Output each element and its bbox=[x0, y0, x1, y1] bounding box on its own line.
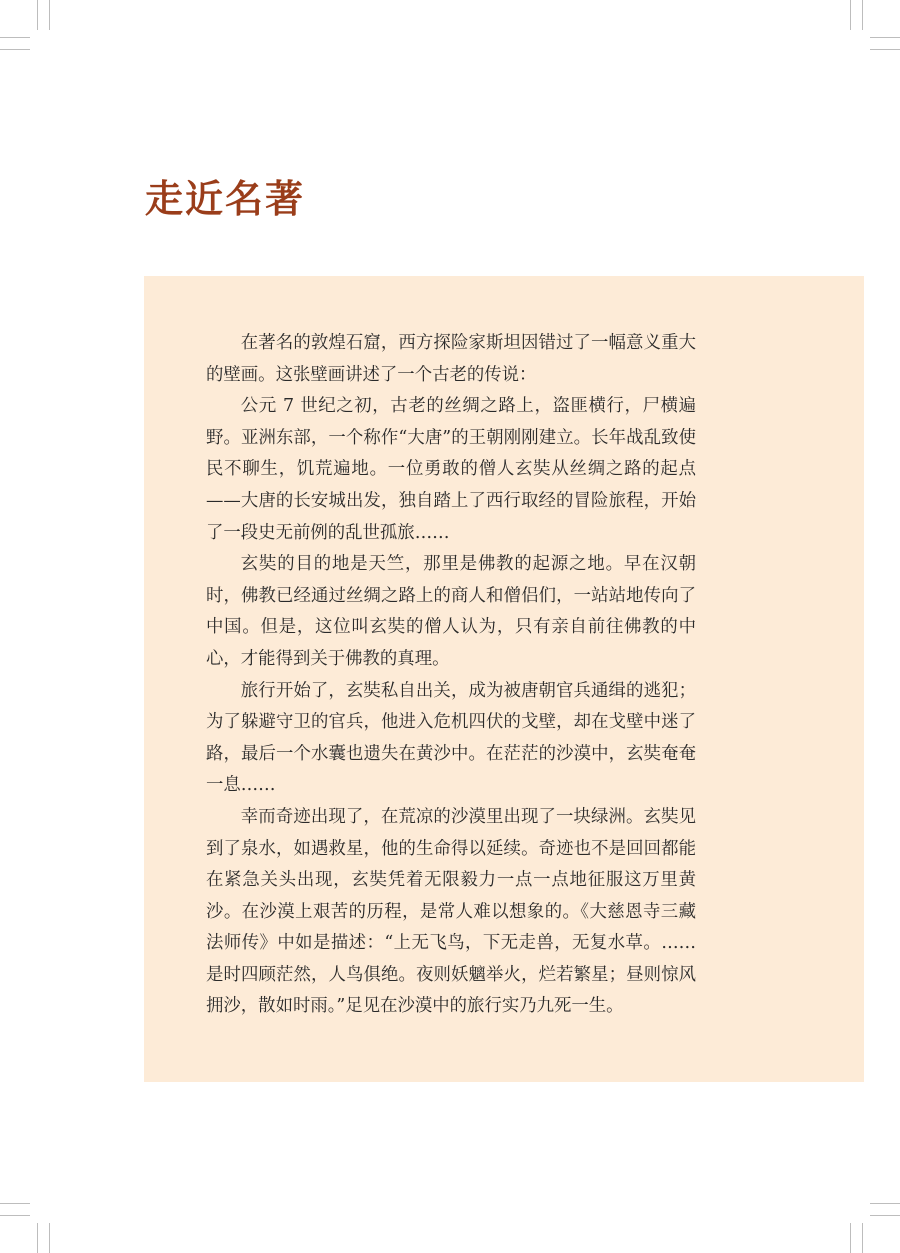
crop-mark-top-right-v1 bbox=[850, 0, 851, 30]
crop-mark-bottom-left-v1 bbox=[37, 1223, 38, 1253]
crop-mark-top-left-v2 bbox=[49, 0, 50, 30]
paragraph: 玄奘的目的地是天竺，那里是佛教的起源之地。早在汉朝时，佛教已经通过丝绸之路上的商人和僧侣们，一站站地传向了中国。但是，这位叫玄奘的僧人认为，只有亲自前往佛教的中心，才能得到关于佛教的真理。 bbox=[206, 554, 696, 669]
crop-mark-bottom-right-h1 bbox=[870, 1203, 900, 1204]
paragraph: 公元 7 世纪之初，古老的丝绸之路上，盗匪横行，尸横遍野。亚洲东部，一个称作“大唐”的王朝刚刚建立。长年战乱致使民不聊生，饥荒遍地。一位勇敢的僧人玄奘从丝绸之路的起点——大唐的长安城出发，独自踏上了西行取经的冒险旅程，开始了一段史无前例的乱世孤旅…… bbox=[206, 396, 696, 543]
crop-mark-top-left-h1 bbox=[0, 37, 30, 38]
crop-mark-bottom-right-h2 bbox=[870, 1215, 900, 1216]
crop-mark-top-right-v2 bbox=[862, 0, 863, 30]
crop-mark-top-right-h1 bbox=[870, 37, 900, 38]
section-heading: 走近名著 bbox=[145, 176, 306, 221]
crop-mark-bottom-right-v1 bbox=[850, 1223, 851, 1253]
crop-mark-top-right-h2 bbox=[870, 49, 900, 50]
crop-mark-top-left-v1 bbox=[37, 0, 38, 30]
paragraph: 旅行开始了，玄奘私自出关，成为被唐朝官兵通缉的逃犯；为了躲避守卫的官兵，他进入危机四伏的戈壁，却在戈壁中迷了路，最后一个水囊也遗失在黄沙中。在茫茫的沙漠中，玄奘奄奄一息…… bbox=[206, 680, 696, 796]
crop-mark-bottom-left-v2 bbox=[49, 1223, 50, 1253]
crop-mark-bottom-left-h1 bbox=[0, 1203, 30, 1204]
reading-text bbox=[206, 328, 696, 1023]
paragraph: 在著名的敦煌石窟，西方探险家斯坦因错过了一幅意义重大的壁画。这张壁画讲述了一个古老的传说： bbox=[206, 333, 696, 385]
crop-mark-bottom-left-h2 bbox=[0, 1215, 30, 1216]
crop-mark-bottom-right-v2 bbox=[862, 1223, 863, 1253]
crop-mark-top-left-h2 bbox=[0, 49, 30, 50]
paragraph: 幸而奇迹出现了，在荒凉的沙漠里出现了一块绿洲。玄奘见到了泉水，如遇救星，他的生命得以延续。奇迹也不是回回都能在紧急关头出现，玄奘凭着无限毅力一点一点地征服这万里黄沙。在沙漠上艰苦的历程，是常人难以想象的。《大慈恩寺三藏法师传》中如是描述：“上无飞鸟，下无走兽，无复水草。……是时四顾茫然，人鸟俱绝。夜则妖魑举火，烂若繁星；昼则惊风拥沙，散如时雨。”足见在沙漠中的旅行实乃九死一生。 bbox=[206, 806, 696, 1017]
